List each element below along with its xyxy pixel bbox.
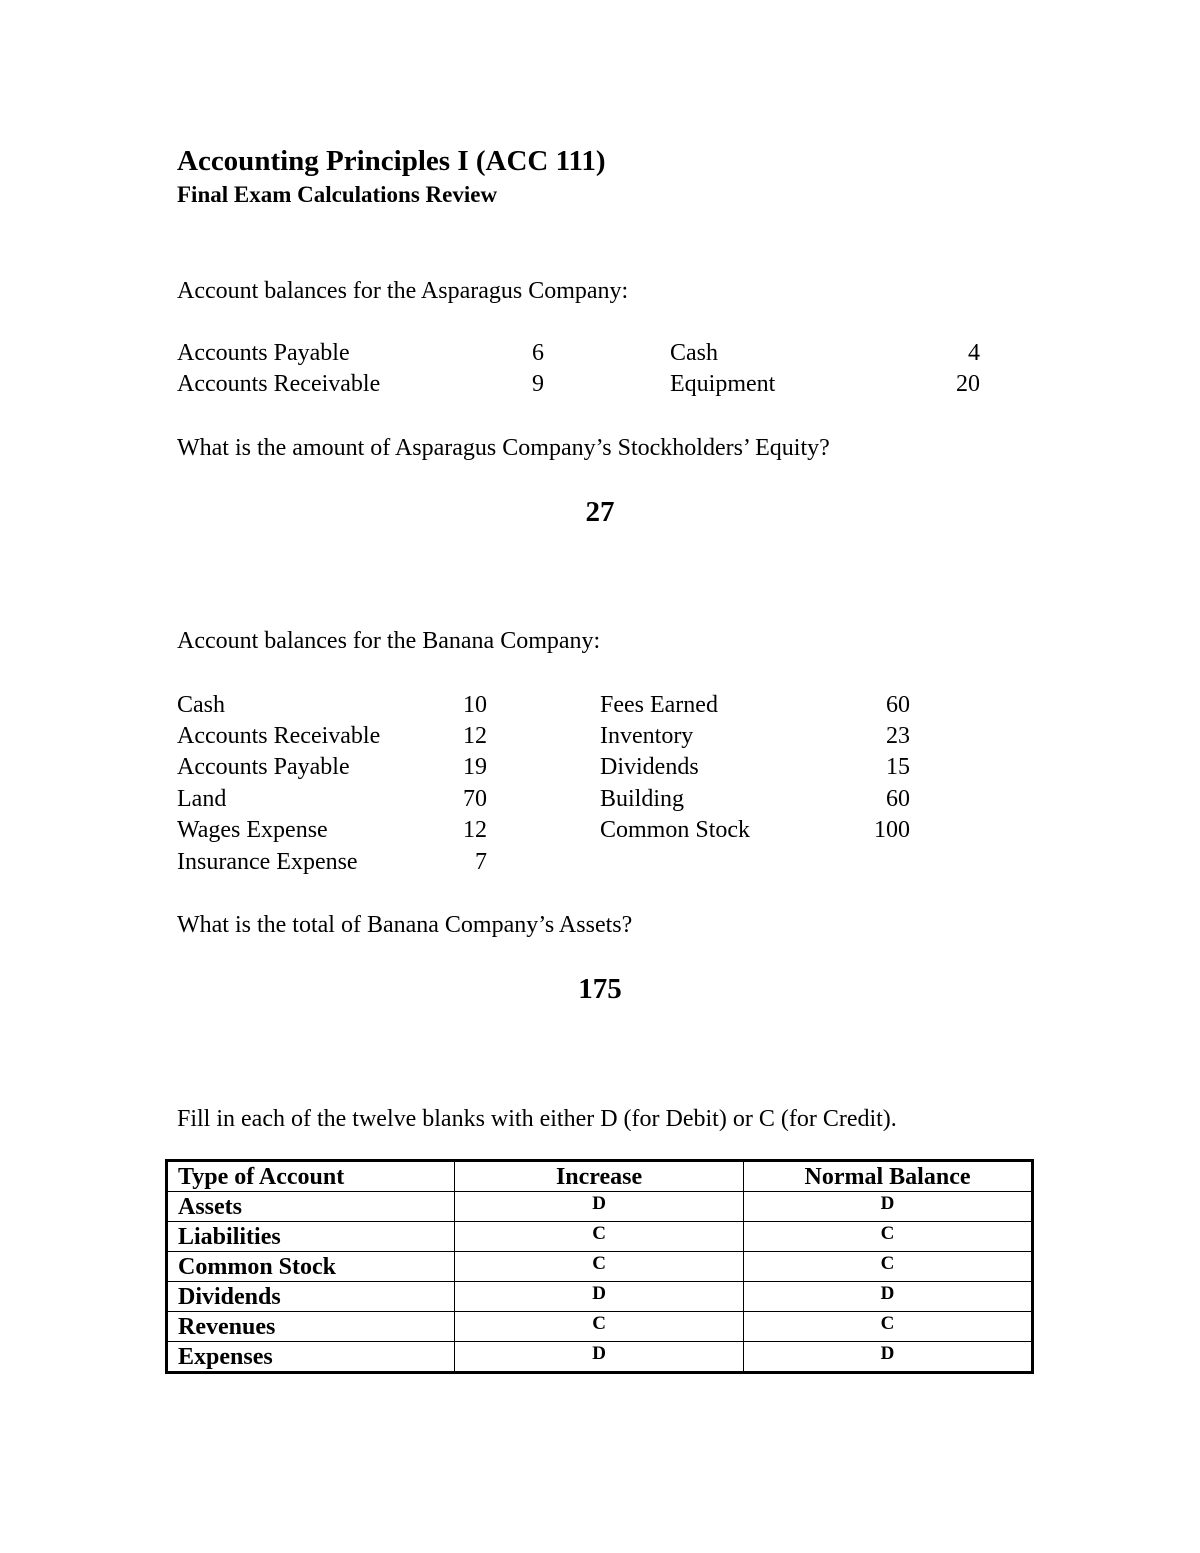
increase-cell: D [455,1282,744,1312]
normal-balance-cell: D [744,1342,1033,1373]
normal-balance-cell: C [744,1252,1033,1282]
account-value: 23 [886,723,910,749]
account-label: Dividends [600,754,699,780]
account-type: Dividends [167,1282,455,1312]
increase-cell: D [455,1342,744,1373]
account-value: 19 [463,754,487,780]
account-label: Cash [670,340,718,366]
table-header-row [167,1161,1033,1192]
account-type: Assets [167,1192,455,1222]
account-label: Equipment [670,371,776,397]
account-value: 10 [463,692,487,718]
normal-balance-cell: D [744,1282,1033,1312]
banana-row [0,847,1200,879]
page-subtitle: Final Exam Calculations Review [177,182,498,207]
page-title: Accounting Principles I (ACC 111) [177,145,606,177]
banana-row [0,815,1200,847]
asparagus-question: What is the amount of Asparagus Company’s Stockholders’ Equity? [177,435,830,461]
banana-row [0,690,1200,722]
column-header-increase: Increase [455,1161,744,1192]
account-value: 4 [968,340,980,366]
account-label: Fees Earned [600,692,718,718]
account-label: Cash [177,692,225,718]
increase-cell: C [455,1312,744,1342]
asparagus-row [0,338,1200,370]
banana-answer: 175 [578,973,622,1005]
debit-credit-instruction: Fill in each of the twelve blanks with either D (for Debit) or C (for Credit). [177,1106,897,1132]
table-row [167,1282,1033,1312]
account-value: 12 [463,723,487,749]
account-type: Revenues [167,1312,455,1342]
account-value: 70 [463,786,487,812]
table-row [167,1342,1033,1373]
table-row [167,1252,1033,1282]
banana-row [0,752,1200,784]
debit-credit-table [165,1159,1034,1374]
table-row [167,1192,1033,1222]
account-label: Accounts Receivable [177,723,381,749]
account-label: Building [600,786,685,812]
account-value: 7 [475,849,487,875]
account-label: Wages Expense [177,817,328,843]
account-value: 20 [956,371,980,397]
column-header-type: Type of Account [167,1161,455,1192]
account-type: Common Stock [167,1252,455,1282]
account-label: Common Stock [600,817,751,843]
account-value: 9 [532,371,544,397]
account-label: Inventory [600,723,694,749]
account-value: 60 [886,786,910,812]
account-value: 6 [532,340,544,366]
account-value: 100 [874,817,910,843]
asparagus-intro: Account balances for the Asparagus Company: [177,278,629,304]
normal-balance-cell: C [744,1312,1033,1342]
increase-cell: D [455,1192,744,1222]
table-row [167,1222,1033,1252]
account-type: Liabilities [167,1222,455,1252]
account-label: Land [177,786,227,812]
normal-balance-cell: D [744,1192,1033,1222]
banana-row [0,721,1200,753]
increase-cell: C [455,1222,744,1252]
account-label: Insurance Expense [177,849,358,875]
asparagus-row [0,369,1200,401]
banana-row [0,784,1200,816]
account-value: 60 [886,692,910,718]
asparagus-answer: 27 [585,496,615,528]
account-label: Accounts Payable [177,340,350,366]
account-label: Accounts Receivable [177,371,381,397]
table-row [167,1312,1033,1342]
increase-cell: C [455,1252,744,1282]
account-type: Expenses [167,1342,455,1373]
column-header-normal-balance: Normal Balance [744,1161,1033,1192]
banana-question: What is the total of Banana Company’s Assets? [177,912,633,938]
banana-intro: Account balances for the Banana Company: [177,628,601,654]
account-value: 12 [463,817,487,843]
normal-balance-cell: C [744,1222,1033,1252]
account-label: Accounts Payable [177,754,350,780]
account-value: 15 [886,754,910,780]
